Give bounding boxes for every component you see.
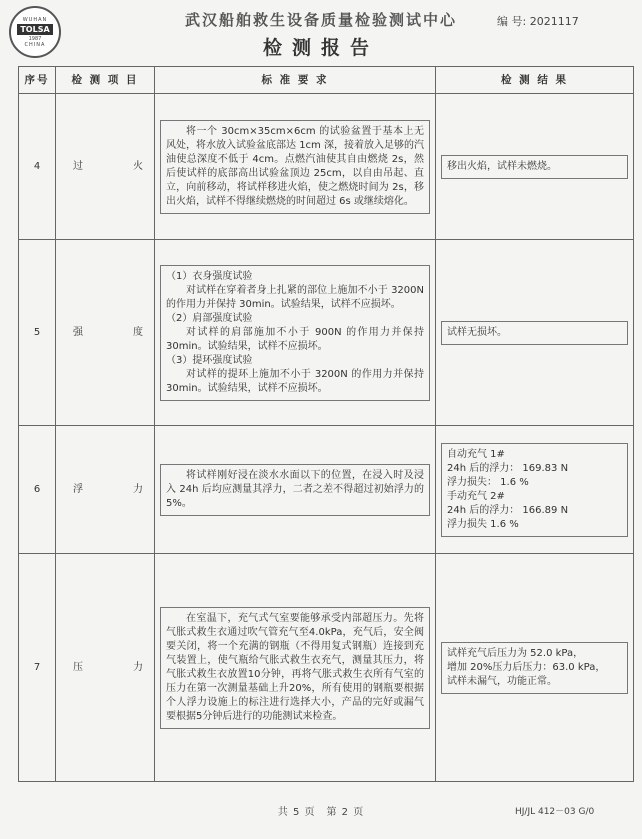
result-text: 24h 后的浮力： 166.89 N: [447, 504, 569, 516]
test-item-char-a: 强: [73, 326, 83, 338]
test-item-char-b: 度: [133, 326, 143, 338]
test-item-char-b: 力: [133, 661, 143, 673]
result-text: 浮力损失 1.6 %: [447, 518, 519, 530]
header-item: 检 测 项 目: [56, 67, 155, 94]
standard-text: 对试样的肩部施加不小于 900N 的作用力并保持 30min。试验结果，试样不应损坏。: [166, 326, 424, 352]
test-result: [436, 94, 634, 240]
test-item: [56, 94, 155, 240]
standard-box: [160, 607, 430, 729]
test-item: [56, 426, 155, 554]
standard-requirement: [155, 426, 436, 554]
standard-requirement: [155, 554, 436, 782]
standard-text: 对试样的提环上施加不小于 3200N 的作用力并保持 30min。试验结果，试样不应损坏。: [166, 368, 424, 394]
result-text: 移出火焰，试样未燃烧。: [447, 160, 557, 172]
page-indicator: 共 5 页 第 2 页: [277, 807, 365, 818]
result-text: 浮力损失： 1.6 %: [447, 476, 529, 488]
row-number: 6: [19, 426, 56, 554]
form-code: HJ/JL 412－03 G/0: [515, 807, 595, 817]
result-text: 试样充气后压力为 52.0 kPa，: [447, 647, 584, 659]
inspection-table: [18, 66, 634, 782]
logo-bottom-text: CHINA: [24, 41, 46, 48]
result-text: 试样无损坏。: [447, 326, 507, 338]
standard-text: （2）肩部强度试验: [166, 312, 253, 324]
row-number: 5: [19, 240, 56, 426]
test-result: [436, 426, 634, 554]
standard-text: （3）提环强度试验: [166, 354, 253, 366]
result-text: 试样未漏气，功能正常。: [447, 675, 557, 687]
result-text: 增加 20%压力后压力：63.0 kPa，: [447, 661, 606, 673]
result-box: [441, 642, 628, 694]
logo-top-text: WUHAN: [22, 16, 48, 23]
standard-text: 在室温下，充气式气室要能够承受内部超压力。先将气胀式救生衣通过吹气管充气至4.0kPa，充气后，安全阀要关闭，将一个充满的钢瓶（不得用复式钢瓶）连接到充气装置上，使气瓶给气胀式救生衣充气，测量其压力，将气胀式救生衣放置10分钟，再将气胀式救生衣所有气室的压力在第一次测量基础上升20%，所有使用的钢瓶要根据个人浮力设施上的标注进行选择大小，产品的完好或漏气要根据5分钟后进行的功能测试来检查。: [166, 612, 424, 722]
result-text: 手动充气 2#: [447, 490, 505, 502]
test-result: [436, 554, 634, 782]
result-box: [441, 155, 628, 179]
standard-text: （1）衣身强度试验: [166, 270, 253, 282]
test-item: [56, 240, 155, 426]
table-row: [19, 426, 634, 554]
result-text: 自动充气 1#: [447, 448, 505, 460]
logo-name: TOLSA: [17, 24, 52, 35]
header-standard: 标 准 要 求: [155, 67, 436, 94]
test-item-char-b: 力: [133, 483, 143, 495]
result-box: [441, 443, 628, 537]
table-row: [19, 94, 634, 240]
table-row: [19, 554, 634, 782]
result-box: [441, 321, 628, 345]
standard-box: [160, 265, 430, 401]
seam-stamp: [612, 315, 632, 425]
standard-box: [160, 464, 430, 516]
test-item-char-a: 过: [73, 160, 83, 172]
row-number: 7: [19, 554, 56, 782]
table-header-row: [19, 67, 634, 94]
standard-text: 对试样在穿着者身上扎紧的部位上施加不小于 3200N 的作用力并保持 30min。试验结果，试样不应损坏。: [166, 284, 424, 310]
test-item: [56, 554, 155, 782]
test-item-char-a: 压: [73, 661, 83, 673]
standard-requirement: [155, 240, 436, 426]
logo-year: 1987: [28, 35, 42, 42]
table-row: [19, 240, 634, 426]
report-title: 检测报告: [262, 37, 379, 59]
header-no: 序号: [19, 67, 56, 94]
organization-name: 武汉船舶救生设备质量检验测试中心: [184, 11, 457, 29]
test-item-char-a: 浮: [73, 483, 83, 495]
standard-text: 将试样刚好浸在淡水水面以下的位置，在浸入时及浸入 24h 后均应测量其浮力，二者之差不得超过初始浮力的 5%。: [166, 469, 424, 509]
standard-requirement: [155, 94, 436, 240]
standard-box: [160, 120, 430, 214]
report-number: 编 号: 2021117: [497, 15, 579, 28]
header-result: 检 测 结 果: [436, 67, 634, 94]
row-number: 4: [19, 94, 56, 240]
test-item-char-b: 火: [133, 160, 143, 172]
test-result: [436, 240, 634, 426]
result-text: 24h 后的浮力： 169.83 N: [447, 462, 569, 474]
standard-text: 将一个 30cm×35cm×6cm 的试验盆置于基本上无风处，将水放入试验盆底部达 1cm 深，接着放入足够的汽油使总深度不低于 4cm。点燃汽油使其自由燃烧 2s，然后使试样的底部高出试验盆顶边 25cm，以自由吊起、直立，向前移动，将试样移进火焰，使之燃烧时间为 2s，移出火焰，试样不得继续燃烧的时间超过 6s 或继续熔化。: [166, 125, 424, 207]
